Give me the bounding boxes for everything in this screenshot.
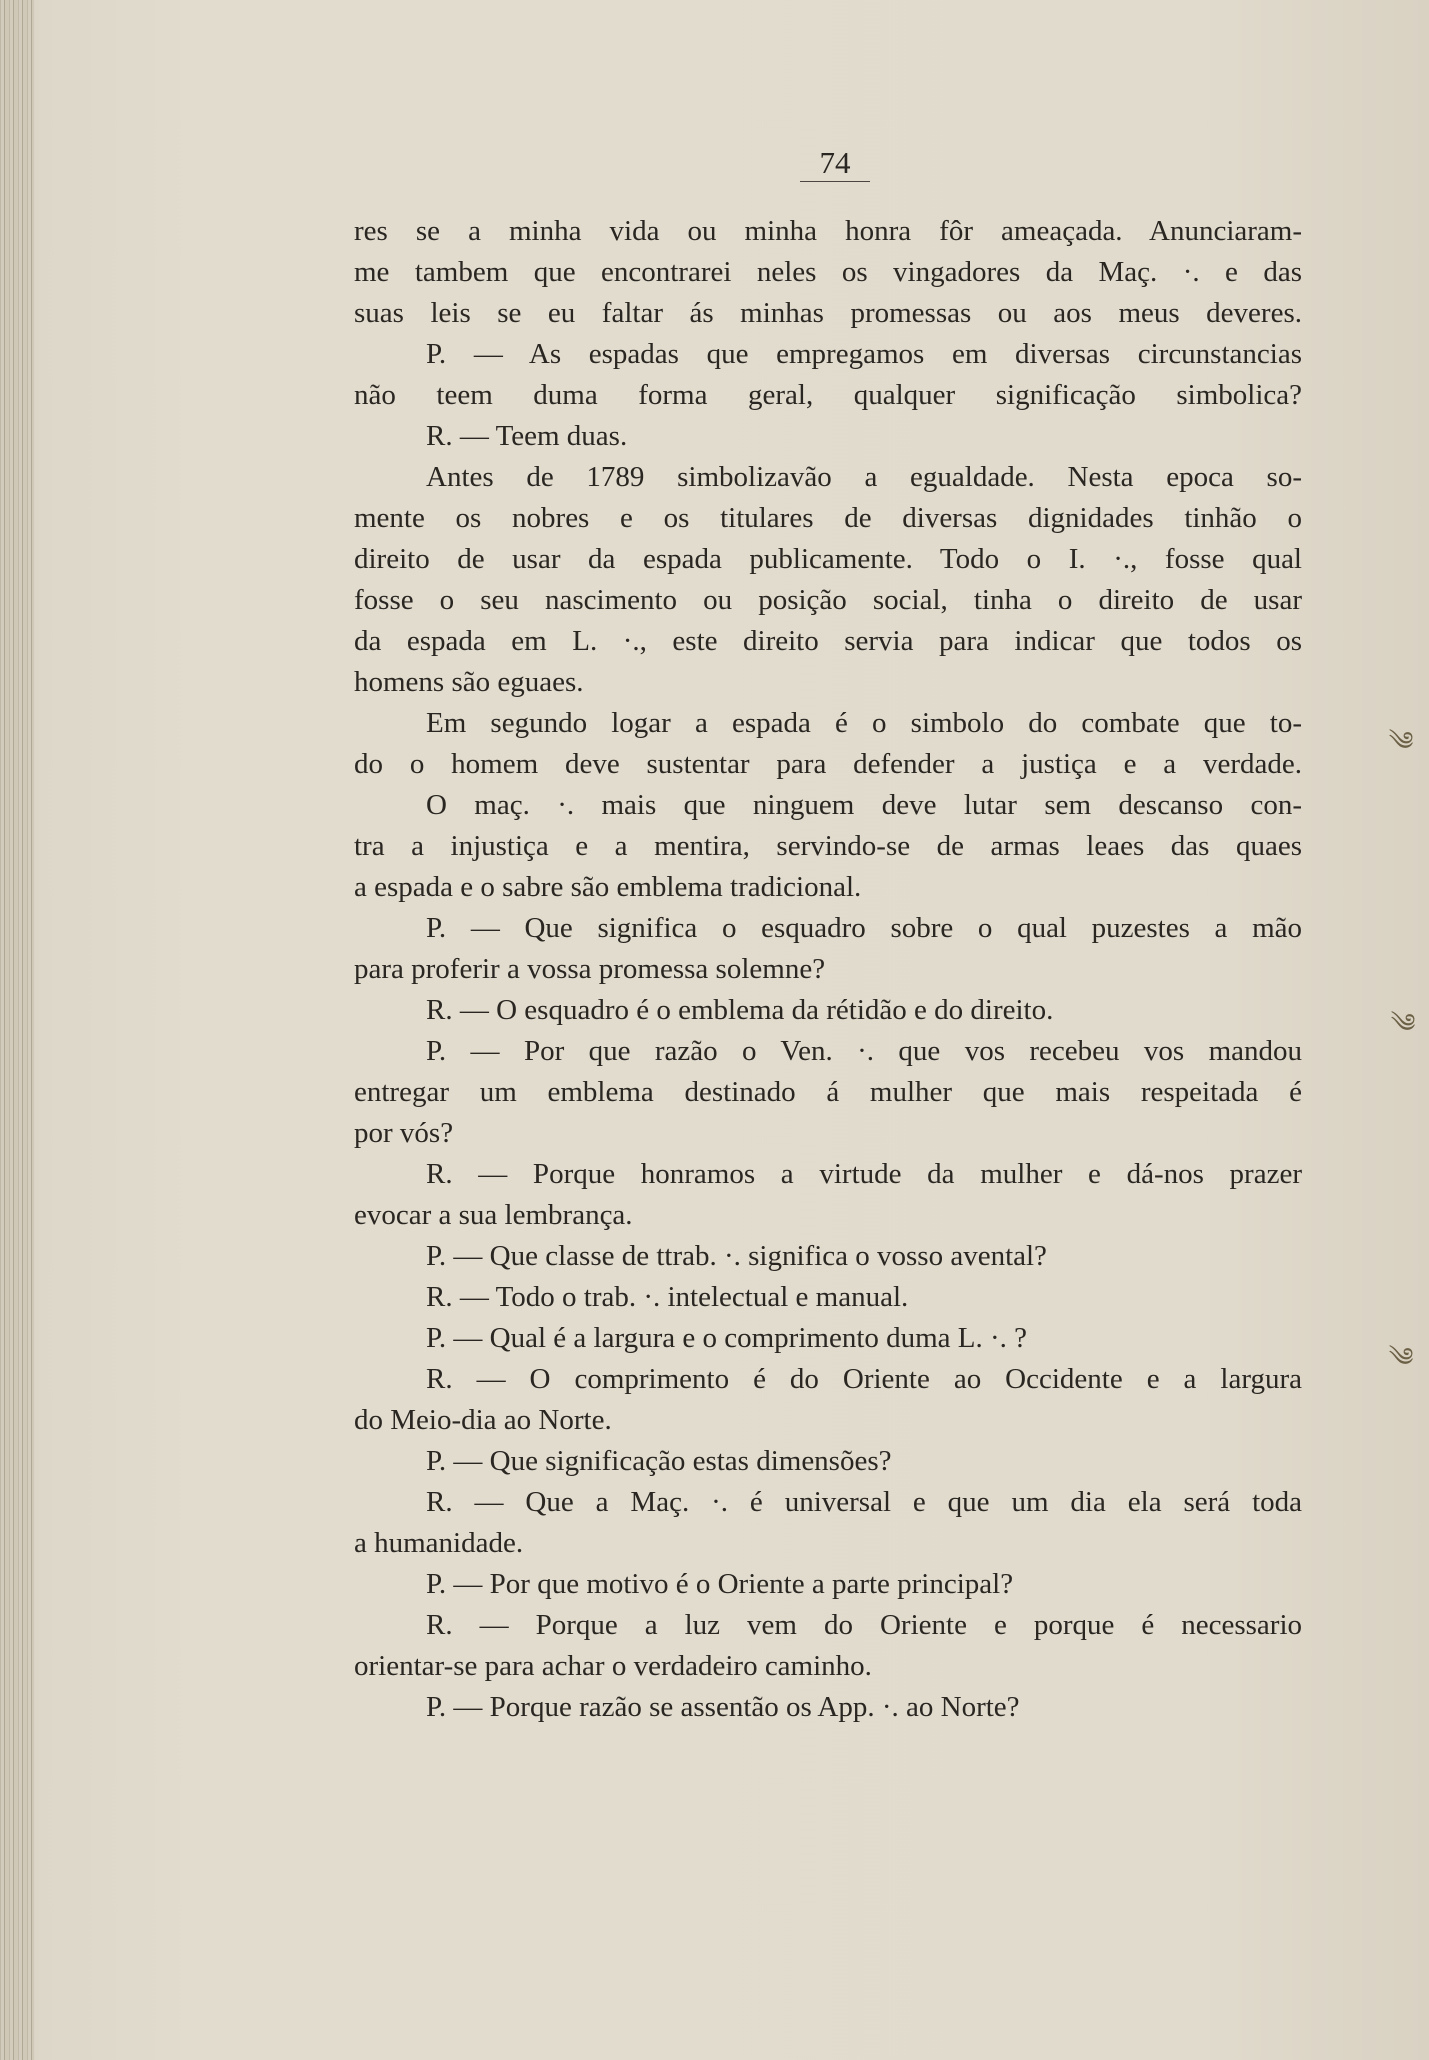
text-line: R. — Que a Maç. ·. é universal e que um dia ela será toda [426,1486,1302,1518]
margin-stain-mark: ༄ [1388,1343,1414,1372]
text-line: P. — Por que razão o Ven. ·. que vos recebeu vos mandou [426,1035,1302,1067]
text-line: do Meio-dia ao Norte. [354,1404,612,1436]
page-binding-edge [0,0,34,2060]
text-line: suas leis se eu faltar ás minhas promessas ou aos meus deveres. [354,297,1302,329]
text-line: entregar um emblema destinado á mulher que mais respeitada é [354,1076,1302,1108]
body-text [354,211,1302,1728]
text-line: fosse o seu nascimento ou posição social, tinha o direito de usar [354,584,1302,616]
text-line: R. — O esquadro é o emblema da rétidão e do direito. [426,994,1054,1026]
page-number: 74 [800,145,870,182]
text-line: orientar-se para achar o verdadeiro caminho. [354,1650,872,1682]
text-line: Em segundo logar a espada é o simbolo do combate que to- [426,707,1302,739]
text-line: P. — Que classe de ttrab. ·. significa o vosso avental? [426,1240,1047,1272]
text-line: O maç. ·. mais que ninguem deve lutar sem descanso con- [426,789,1302,821]
text-line: me tambem que encontrarei neles os vingadores da Maç. ·. e das [354,256,1302,288]
text-line: R. — Porque honramos a virtude da mulher e dá-nos prazer [426,1158,1302,1190]
text-line: homens são eguaes. [354,666,584,698]
text-line: R. — Porque a luz vem do Oriente e porque é necessario [426,1609,1302,1641]
text-line: a espada e o sabre são emblema tradicional. [354,871,862,903]
text-line: por vós? [354,1117,454,1149]
text-line: P. — Que significação estas dimensões? [426,1445,892,1477]
text-line: Antes de 1789 simbolizavão a egualdade. Nesta epoca so- [426,461,1302,493]
text-line: R. — Teem duas. [426,420,628,452]
text-line: não teem duma forma geral, qualquer significação simbolica? [354,379,1302,411]
text-line: mente os nobres e os titulares de diversas dignidades tinhão o [354,502,1302,534]
text-line: a humanidade. [354,1527,524,1559]
text-line: P. — Porque razão se assentão os App. ·. ao Norte? [426,1691,1020,1723]
text-line: direito de usar da espada publicamente. Todo o I. ·., fosse qual [354,543,1302,575]
text-line: P. — Qual é a largura e o comprimento duma L. ·. ? [426,1322,1028,1354]
text-line: P. — As espadas que empregamos em diversas circunstancias [426,338,1302,370]
text-line: P. — Por que motivo é o Oriente a parte principal? [426,1568,1014,1600]
text-line: para proferir a vossa promessa solemne? [354,953,826,985]
text-line: evocar a sua lembrança. [354,1199,633,1231]
text-line: res se a minha vida ou minha honra fôr ameaçada. Anunciaram- [354,215,1302,247]
text-line: do o homem deve sustentar para defender a justiça e a verdade. [354,748,1302,780]
margin-stain-mark: ༄ [1388,727,1414,756]
text-line: tra a injustiça e a mentira, servindo-se de armas leaes das quaes [354,830,1302,862]
margin-stain-mark: ༄ [1390,1009,1416,1038]
text-line: R. — O comprimento é do Oriente ao Occidente e a largura [426,1363,1302,1395]
text-line: da espada em L. ·., este direito servia para indicar que todos os [354,625,1302,657]
text-line: R. — Todo o trab. ·. intelectual e manual. [426,1281,909,1313]
text-line: P. — Que significa o esquadro sobre o qual puzestes a mão [426,912,1302,944]
